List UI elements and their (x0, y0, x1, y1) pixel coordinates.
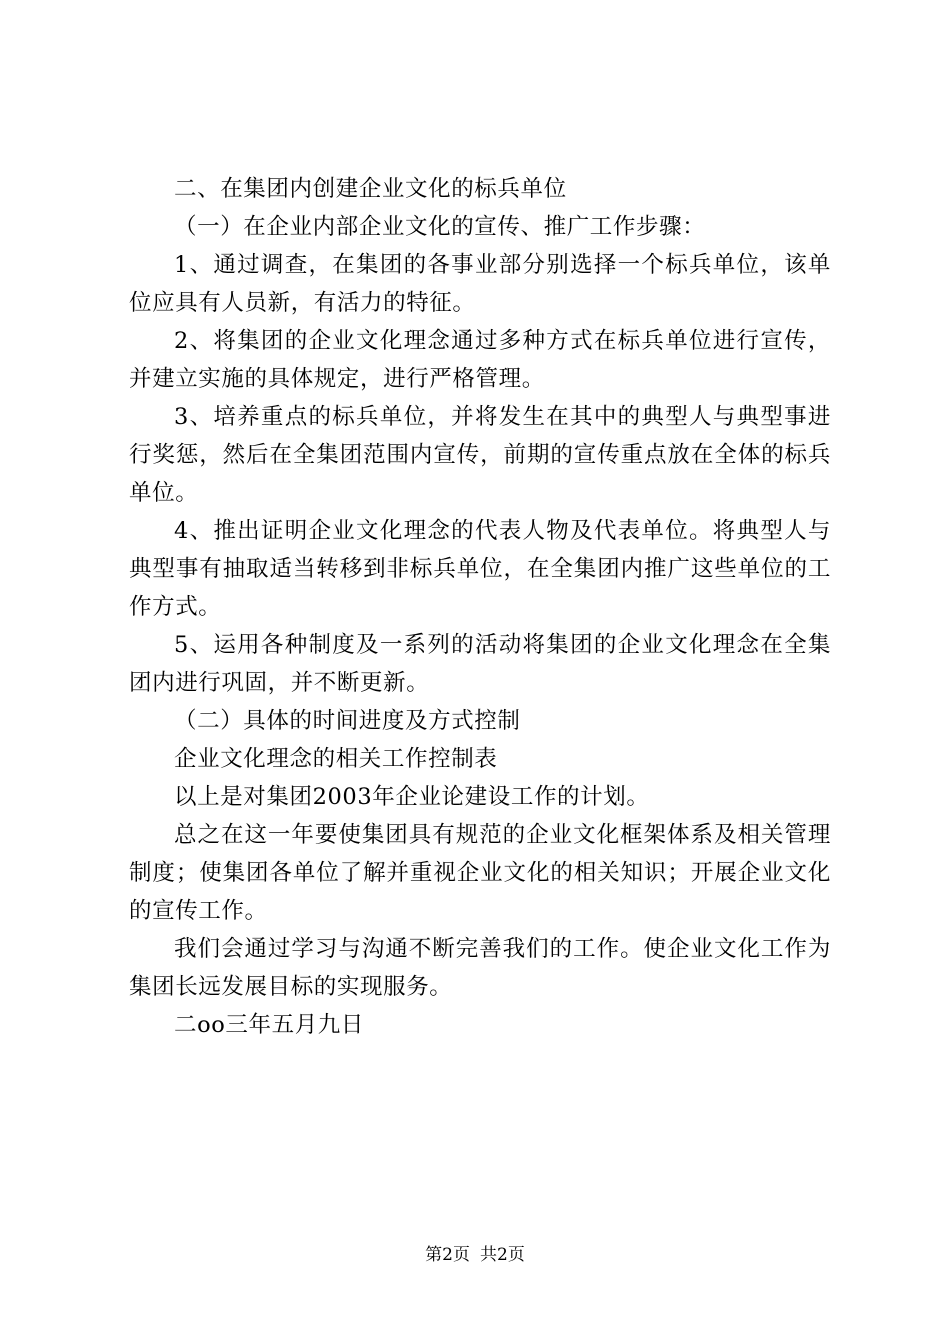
subsection-heading-2: （二）具体的时间进度及方式控制 (174, 708, 521, 734)
paragraph-step-5: 5、运用各种制度及一系列的活动将集团的企业文化理念在全集团内进行巩固，并不断更新。 (129, 632, 831, 696)
paragraph-closing: 我们会通过学习与沟通不断完善我们的工作。使企业文化工作为集团长远发展目标的实现服务。 (129, 936, 831, 1000)
page-number: 第2页 (425, 1245, 470, 1265)
paragraph-summary: 以上是对集团2003年企业论建设工作的计划。 (174, 784, 650, 810)
page-total: 共2页 (480, 1245, 525, 1265)
paragraph-step-4: 4、推出证明企业文化理念的代表人物及代表单位。将典型人与典型事有抽取适当转移到非标兵单位，在全集团内推广这些单位的工作方式。 (129, 518, 831, 620)
paragraph-step-1: 1、通过调查，在集团的各事业部分别选择一个标兵单位，该单位应具有人员新，有活力的特征。 (129, 252, 831, 316)
page-footer (0, 1245, 950, 1265)
paragraph-conclusion: 总之在这一年要使集团具有规范的企业文化框架体系及相关管理制度；使集团各单位了解并重视企业文化的相关知识；开展企业文化的宣传工作。 (129, 822, 831, 924)
section-heading: 二、在集团内创建企业文化的标兵单位 (174, 176, 567, 202)
paragraph-step-2: 2、将集团的企业文化理念通过多种方式在标兵单位进行宣传，并建立实施的具体规定，进行严格管理。 (129, 328, 831, 392)
document-date: 二oo三年五月九日 (174, 1012, 364, 1038)
document-body (129, 170, 831, 1044)
paragraph-step-3: 3、培养重点的标兵单位，并将发生在其中的典型人与典型事进行奖惩，然后在全集团范围内宣传，前期的宣传重点放在全体的标兵单位。 (129, 404, 831, 506)
table-caption: 企业文化理念的相关工作控制表 (174, 746, 498, 772)
subsection-heading: （一）在企业内部企业文化的宣传、推广工作步骤： (174, 214, 706, 240)
